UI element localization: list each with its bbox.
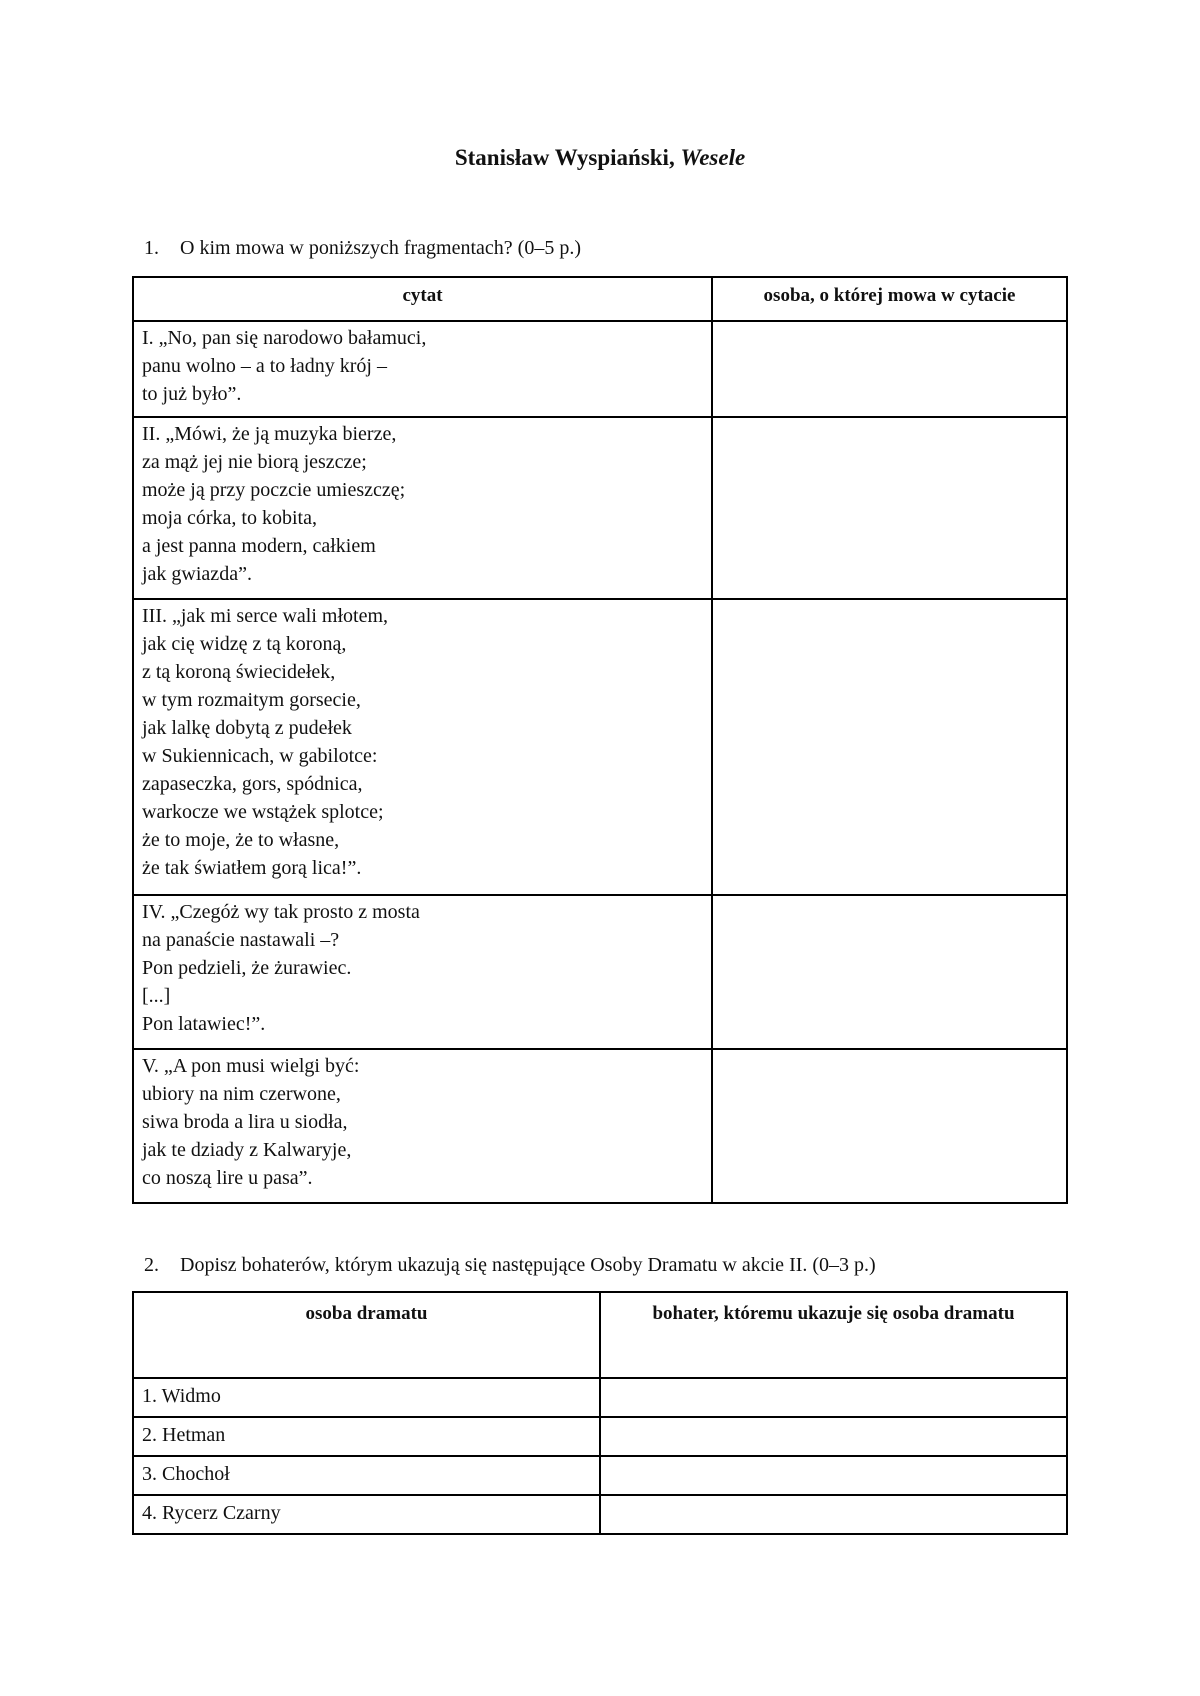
table-row [133,599,1067,895]
figure-cell: 1. Widmo [133,1378,600,1417]
task1-text: O kim mowa w poniższych fragmentach? (0–5 p.) [180,237,581,259]
quote-line: że tak światłem gorą lica!”. [142,857,362,879]
task2-heading [144,1254,876,1277]
quotes-table-header-row [133,277,1067,321]
quote-line: ubiory na nim czerwone, [142,1083,341,1105]
header-person: osoba, o której mowa w cytacie [712,277,1067,321]
figure-cell: 4. Rycerz Czarny [133,1495,600,1534]
figures-table [132,1291,1068,1535]
quotes-table [132,276,1068,1204]
title-author: Stanisław Wyspiański, [454,145,675,170]
quote-cell [133,1049,712,1203]
quote-line: może ją przy poczcie umieszczę; [142,479,406,501]
quote-line: V. „A pon musi wielgi być: [142,1055,360,1077]
header-quote: cytat [133,277,712,321]
figure-cell: 3. Chochoł [133,1456,600,1495]
quote-line: co noszą lire u pasa”. [142,1167,313,1189]
table-row [133,1417,1067,1456]
quote-line: I. „No, pan się narodowo bałamuci, [142,327,427,349]
header-hero: bohater, któremu ukazuje się osoba dramatu [600,1292,1067,1378]
quote-line: panu wolno – a to ładny krój – [142,355,387,377]
task2-text: Dopisz bohaterów, którym ukazują się następujące Osoby Dramatu w akcie II. (0–3 p.) [180,1254,876,1276]
header-figure: osoba dramatu [133,1292,600,1378]
quote-line: [...] [142,985,171,1007]
quote-cell [133,895,712,1049]
table-row [133,1378,1067,1417]
answer-cell[interactable] [712,895,1067,1049]
table-row [133,1495,1067,1534]
figures-table-header-row [133,1292,1067,1378]
table-row [133,321,1067,417]
quote-line: IV. „Czegóż wy tak prosto z mosta [142,901,420,923]
quote-line: jak lalkę dobytą z pudełek [142,717,352,739]
quote-line: zapaseczka, gors, spódnica, [142,773,363,795]
quote-cell [133,321,712,417]
quote-line: że to moje, że to własne, [142,829,340,851]
quote-line: jak gwiazda”. [142,563,252,585]
quote-line: Pon latawiec!”. [142,1013,266,1035]
hero-cell[interactable] [600,1417,1067,1456]
quote-line: Pon pedzieli, że żurawiec. [142,957,352,979]
hero-cell[interactable] [600,1378,1067,1417]
quote-line: jak cię widzę z tą koroną, [142,633,347,655]
quote-line: a jest panna modern, całkiem [142,535,376,557]
quote-line: za mąż jej nie biorą jeszcze; [142,451,367,473]
quote-line: siwa broda a lira u siodła, [142,1111,348,1133]
hero-cell[interactable] [600,1456,1067,1495]
quote-cell [133,599,712,895]
task1-number: 1. [144,237,159,259]
quote-line: jak te dziady z Kalwaryje, [142,1139,352,1161]
hero-cell[interactable] [600,1495,1067,1534]
table-row [133,417,1067,599]
answer-cell[interactable] [712,321,1067,417]
page-title [0,145,1200,171]
quote-line: z tą koroną świecidełek, [142,661,336,683]
quote-line: w tym rozmaitym gorsecie, [142,689,361,711]
quote-line: warkocze we wstążek splotce; [142,801,384,823]
quote-line: w Sukiennicach, w gabilotce: [142,745,378,767]
quote-line: moja córka, to kobita, [142,507,317,529]
quote-line: II. „Mówi, że ją muzyka bierze, [142,423,397,445]
table-row [133,1456,1067,1495]
figure-cell: 2. Hetman [133,1417,600,1456]
answer-cell[interactable] [712,417,1067,599]
title-work: Wesele [680,145,746,170]
task1-heading [144,237,581,260]
task2-number: 2. [144,1254,159,1276]
quote-cell [133,417,712,599]
table-row [133,895,1067,1049]
quote-line: na panaście nastawali –? [142,929,340,951]
quote-line: to już było”. [142,383,242,405]
quote-line: III. „jak mi serce wali młotem, [142,605,389,627]
answer-cell[interactable] [712,599,1067,895]
answer-cell[interactable] [712,1049,1067,1203]
table-row [133,1049,1067,1203]
